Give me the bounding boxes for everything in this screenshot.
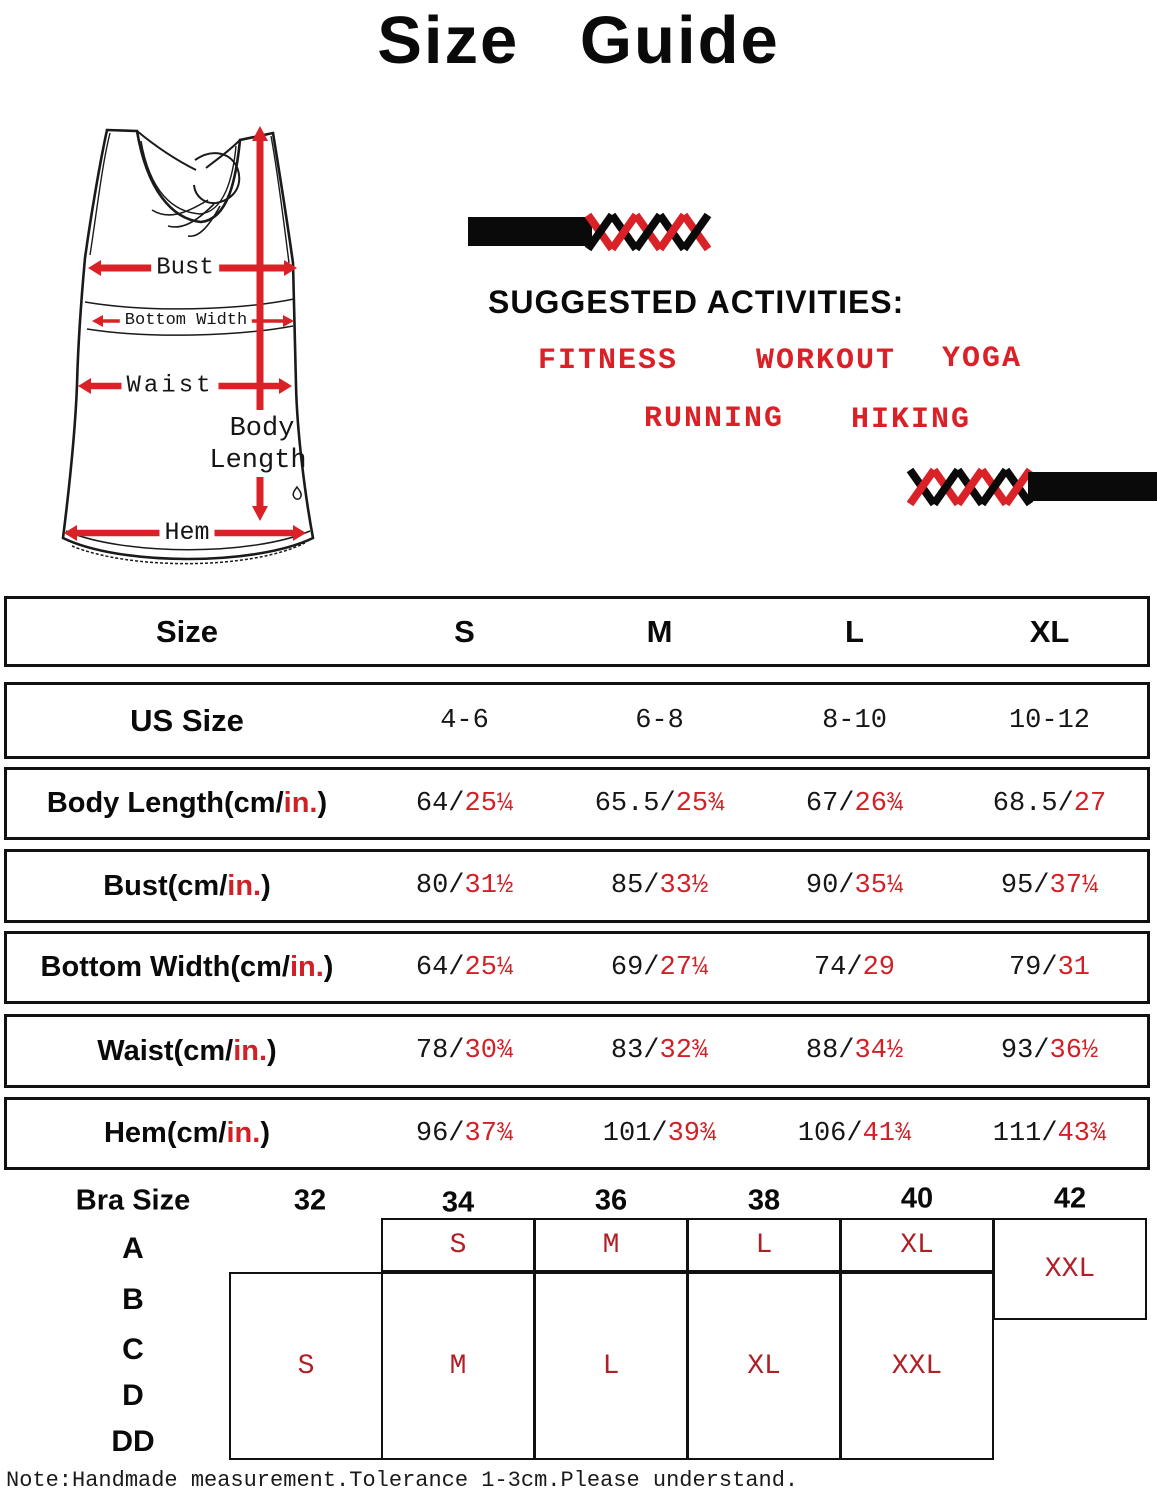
cell-value: 68.5/27 xyxy=(992,788,1107,819)
cell-value: 8-10 xyxy=(822,705,887,736)
bra-cell-a-36: M xyxy=(534,1218,688,1272)
activities-heading: SUGGESTED ACTIVITIES: xyxy=(488,284,905,320)
page-title: Size Guide xyxy=(377,3,780,78)
header-col-l: L xyxy=(845,613,864,649)
x-pattern-bottom xyxy=(910,470,1157,504)
row-label: Bust(cm/in.) xyxy=(103,869,271,902)
bra-cell-bdd-38: XL xyxy=(687,1272,841,1460)
cell-value: 64/25¼ xyxy=(415,952,514,983)
cell-value: 10-12 xyxy=(1008,705,1090,736)
bra-cell-bdd-36: L xyxy=(534,1272,688,1460)
header-col-s: S xyxy=(454,613,475,649)
bra-cell-a-38: L xyxy=(687,1218,841,1272)
cell-value: 80/31½ xyxy=(415,871,514,901)
cell-value: 88/34½ xyxy=(805,1036,904,1066)
bra-size-heading: Bra Size xyxy=(75,1184,191,1217)
cell-value: 106/41¾ xyxy=(797,1118,912,1149)
tank-top-illustration xyxy=(63,130,313,564)
activity-hiking: HIKING xyxy=(850,403,972,437)
cell-value: 67/26¾ xyxy=(805,788,904,819)
cell-value: 64/25¼ xyxy=(415,788,514,819)
cell-value: 95/37¼ xyxy=(1000,871,1099,901)
row-label: Hem(cm/in.) xyxy=(103,1117,270,1149)
band-size-42: 42 xyxy=(1053,1182,1087,1215)
cup-label-a: A xyxy=(122,1232,144,1265)
bra-cell-bdd-40: XXL xyxy=(840,1272,994,1460)
cell-value: 65.5/25¾ xyxy=(594,788,725,819)
cell-value: 6-8 xyxy=(635,705,684,736)
band-size-38: 38 xyxy=(747,1184,781,1217)
activity-running: RUNNING xyxy=(643,402,785,436)
cell-value: 93/36½ xyxy=(1000,1036,1099,1066)
label-body-length-2: Length xyxy=(209,445,307,476)
cell-value: 83/32¾ xyxy=(610,1036,709,1066)
table-header-row xyxy=(4,596,1150,667)
header-size: Size xyxy=(155,613,219,649)
header-col-xl: XL xyxy=(1029,613,1070,649)
cell-value: 74/29 xyxy=(813,952,895,983)
table-row-us-size xyxy=(4,682,1150,759)
table-row-bust xyxy=(4,849,1150,923)
cell-value: 96/37¾ xyxy=(415,1118,514,1149)
activity-workout: WORKOUT xyxy=(755,344,897,378)
cell-value: 90/35¼ xyxy=(805,871,904,901)
row-label: Body Length(cm/in.) xyxy=(46,787,328,819)
activity-fitness: FITNESS xyxy=(537,344,679,378)
cell-value: 101/39¾ xyxy=(602,1118,717,1149)
cup-label-d: D xyxy=(122,1379,144,1412)
cup-label-b: B xyxy=(122,1283,144,1316)
label-waist: Waist xyxy=(121,373,218,398)
x-pattern-top xyxy=(468,215,708,249)
label-bottom-width: Bottom Width xyxy=(120,312,252,330)
cell-value: 78/30¾ xyxy=(415,1036,514,1066)
band-size-34: 34 xyxy=(441,1186,475,1219)
label-bust: Bust xyxy=(151,255,219,280)
cup-label-dd: DD xyxy=(111,1425,155,1458)
band-size-32: 32 xyxy=(293,1184,327,1217)
label-hem: Hem xyxy=(159,520,214,546)
activity-yoga: YOGA xyxy=(941,342,1023,376)
bra-cell-bdd-32: S xyxy=(229,1272,383,1460)
header-col-m: M xyxy=(646,613,673,649)
bra-cell-a-34: S xyxy=(381,1218,535,1272)
table-row-bottom-width xyxy=(4,931,1150,1004)
label-body-length-1: Body xyxy=(229,413,295,444)
bra-cell-ab-42: XXL xyxy=(993,1218,1147,1320)
table-row-waist xyxy=(4,1014,1150,1088)
cell-value: 69/27¼ xyxy=(610,952,709,983)
table-row-body-length xyxy=(4,767,1150,840)
band-size-36: 36 xyxy=(594,1184,628,1217)
note-text: Note:Handmade measurement.Tolerance 1-3cm.Please understand. xyxy=(6,1468,799,1493)
row-label: Bottom Width(cm/in.) xyxy=(40,951,334,983)
bra-cell-bdd-34: M xyxy=(381,1272,535,1460)
table-row-hem xyxy=(4,1097,1150,1170)
band-size-40: 40 xyxy=(900,1182,934,1215)
cell-value: 79/31 xyxy=(1008,952,1090,983)
row-label: US Size xyxy=(130,702,244,738)
cell-value: 4-6 xyxy=(440,705,489,736)
cup-label-c: C xyxy=(122,1333,144,1366)
cell-value: 111/43¾ xyxy=(992,1118,1107,1149)
cell-value: 85/33½ xyxy=(610,871,709,901)
bra-cell-a-40: XL xyxy=(840,1218,994,1272)
row-label: Waist(cm/in.) xyxy=(97,1034,277,1067)
